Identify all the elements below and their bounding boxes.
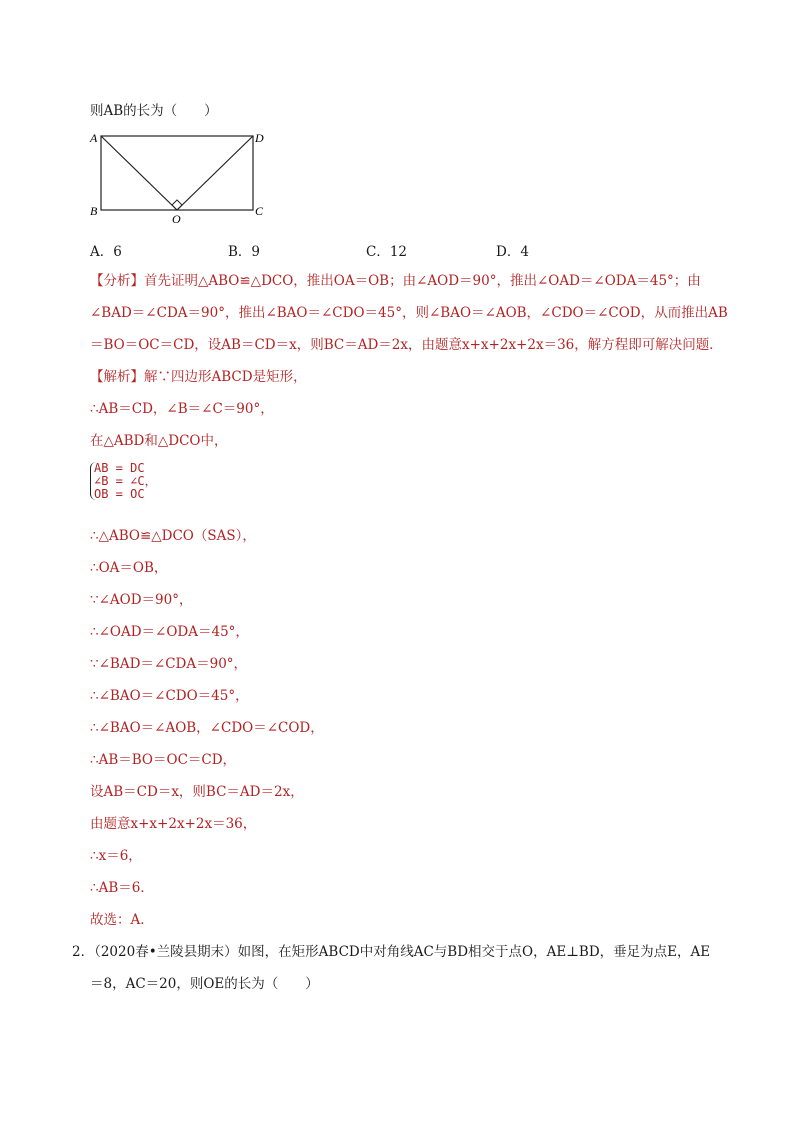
- option-b: B．9: [228, 244, 261, 260]
- solution-step-7: ∵∠BAD＝∠CDA＝90°，: [90, 656, 248, 672]
- solution-step-6: ∴∠OAD＝∠ODA＝45°，: [90, 624, 249, 640]
- question-2-line-2: ＝8，AC＝20，则OE的长为（ ）: [90, 976, 319, 992]
- solution-step-10: ∴AB＝BO＝OC＝CD，: [90, 752, 237, 768]
- solution-step-1: ∴AB＝CD，∠B＝∠C＝90°，: [90, 401, 274, 417]
- question-1-prompt: 则AB的长为（ ）: [90, 103, 218, 119]
- analysis-line-1: 【分析】首先证明△ABO≌△DCO，推出OA＝OB；由∠AOD＝90°，推出∠OAD＝∠ODA＝45°；由: [90, 273, 701, 289]
- label-d: D: [255, 131, 264, 145]
- solution-step-2: 在△ABD和△DCO中，: [90, 433, 228, 449]
- options-row: [90, 240, 650, 260]
- solution-step-11: 设AB＝CD＝x，则BC＝AD＝2x，: [90, 784, 304, 800]
- solution-step-8: ∴∠BAO＝∠CDO＝45°，: [90, 688, 249, 704]
- analysis-line-2: ∠BAD＝∠CDA＝90°，推出∠BAO＝∠CDO＝45°，则∠BAO＝∠AOB，∠CDO＝∠COD，从而推出AB: [90, 305, 728, 321]
- segment-ao: [101, 136, 177, 210]
- option-a: A．6: [90, 244, 122, 260]
- solution-step-3: ∴△ABO≌△DCO（SAS），: [90, 528, 256, 544]
- segment-do: [177, 136, 253, 210]
- label-b: B: [90, 204, 98, 218]
- question-2-line-1: 2．（2020春•兰陵县期末）如图，在矩形ABCD中对角线AC与BD相交于点O，AE⊥BD，垂足为点E，AE: [72, 944, 711, 960]
- label-a: A: [90, 131, 98, 145]
- rectangle-figure: [86, 128, 276, 228]
- right-angle-mark: [172, 200, 182, 210]
- solution-step-5: ∵∠AOD＝90°，: [90, 592, 193, 608]
- analysis-line-3: ＝BO＝OC＝CD，设AB＝CD＝x，则BC＝AD＝2x，由题意x+x+2x+2x＝36，解方程即可解决问题．: [90, 337, 723, 353]
- solution-answer: 故选：A．: [90, 912, 154, 928]
- system-row-3: OB = OC: [94, 487, 145, 501]
- label-c: C: [255, 204, 264, 218]
- solution-intro: 【解析】解∵四边形ABCD是矩形，: [90, 369, 307, 385]
- option-c: C．12: [366, 244, 408, 260]
- system-row-2: ∠B = ∠C，: [94, 474, 157, 488]
- solution-step-14: ∴AB＝6．: [90, 880, 154, 896]
- solution-step-12: 由题意x+x+2x+2x＝36，: [90, 816, 257, 832]
- solution-step-4: ∴OA＝OB，: [90, 560, 168, 576]
- rectangle-abcd: [101, 136, 253, 210]
- option-d: D．4: [496, 244, 529, 260]
- solution-step-9: ∴∠BAO＝∠AOB，∠CDO＝∠COD，: [90, 720, 324, 736]
- solution-step-13: ∴x＝6，: [90, 848, 142, 864]
- label-o: O: [172, 212, 181, 226]
- system-row-1: AB = DC: [94, 461, 145, 475]
